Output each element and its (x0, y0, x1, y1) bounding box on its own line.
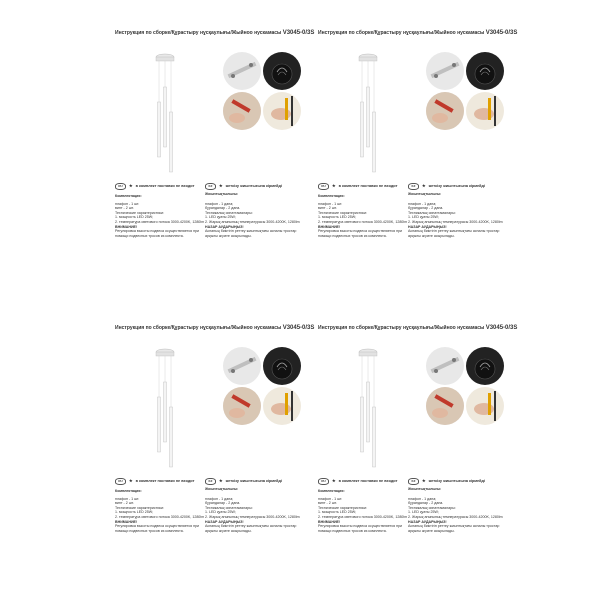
kz-section (408, 183, 508, 238)
ru-attention-text: Регулировка высоты подвеса осуществляется при помощи подвесных тросов из комплекта. (115, 524, 200, 533)
ru-package-label: Комплектация: (318, 489, 345, 493)
ru-package-item: винт - 2 шт. (115, 206, 134, 211)
kz-tech-label: Техникалық сипаттамалары: (205, 505, 253, 510)
kz-flag-badge: KZ (205, 183, 216, 190)
kz-attention-text: Аспаның биіктігін реттеу жиынтықтағы аспалы тростар арқылы жүзеге асырылады. (205, 524, 297, 533)
kz-section (408, 478, 508, 533)
step-photo-mounting-bar (426, 52, 464, 90)
kz-tech-item: 2. Жарық ағынының температурасы 3000-4200K, 1280lm (408, 219, 503, 224)
star-icon: ★ (332, 183, 336, 189)
star-icon: ★ (422, 478, 426, 484)
kz-package-label: Жиынтықтылығы: (205, 192, 239, 196)
kz-delivery-note: жеткізу жиынтығына кірмейді (225, 184, 282, 189)
kz-flag-badge: KZ (408, 478, 419, 485)
instruction-panel (115, 325, 315, 555)
instruction-panel (318, 325, 518, 555)
kz-delivery-note: жеткізу жиынтығына кірмейді (225, 479, 282, 484)
kz-package-item: плафон - 1 дана; (205, 201, 234, 206)
step-photo-mounting-bar (223, 347, 261, 385)
kz-package-item: бұрандалар - 2 дана. (205, 501, 241, 506)
step-photo-tightening (263, 387, 301, 425)
ru-package-item: плафон - 1 шт. (318, 201, 343, 206)
ru-package-label: Комплектация: (318, 194, 345, 198)
ru-tech-item: 2. температура светового потока 3000-4200K, 1280lm (318, 219, 408, 224)
kz-tech-label: Техникалық сипаттамалары: (408, 210, 456, 215)
ru-tech-label: Технические характеристики: (318, 505, 367, 510)
ru-delivery-note: в комплект поставки не входит (135, 479, 195, 484)
ru-tech-item: 1. мощность LED 25W; (318, 215, 357, 220)
kz-package-item: плафон - 1 дана; (408, 201, 437, 206)
ru-package-label: Комплектация: (115, 489, 142, 493)
ru-section (318, 478, 408, 533)
kz-tech-item: 2. Жарық ағынының температурасы 3000-4200K, 1280lm (205, 219, 300, 224)
lamp-illustration (348, 52, 388, 182)
ru-attention-text: Регулировка высоты подвеса осуществляется при помощи подвесных тросов из комплекта. (318, 524, 403, 533)
ru-package-item: плафон - 1 шт. (115, 496, 140, 501)
kz-package-label: Жиынтықтылығы: (205, 487, 239, 491)
ru-package-item: плафон - 1 шт. (115, 201, 140, 206)
kz-package-item: бұрандалар - 2 дана. (408, 501, 444, 506)
kz-flag-badge: KZ (205, 478, 216, 485)
kz-section (205, 478, 305, 533)
step-photo-tightening (466, 92, 504, 130)
kz-package-item: бұрандалар - 2 дана. (408, 206, 444, 211)
title-prefix: Инструкция по сборке/Құрастыру нұсқаулығы/Жыйноо нускамасы (115, 30, 282, 36)
ru-tech-item: 1. мощность LED 25W; (115, 510, 154, 515)
ru-section (115, 183, 205, 238)
kz-tech-label: Техникалық сипаттамалары: (205, 210, 253, 215)
kz-package-item: плафон - 1 дана; (205, 496, 234, 501)
ru-attention-label: ВНИМАНИЕ! (115, 519, 138, 524)
ru-attention-label: ВНИМАНИЕ! (318, 224, 341, 229)
ru-attention-text: Регулировка высоты подвеса осуществляется при помощи подвесных тросов из комплекта. (318, 229, 403, 238)
ru-package-item: винт - 2 шт. (318, 206, 337, 211)
kz-tech-item: 2. Жарық ағынының температурасы 3000-4200K, 1280lm (408, 514, 503, 519)
panel-title (318, 30, 518, 36)
ru-tech-item: 2. температура светового потока 3000-4200K, 1280lm (115, 514, 205, 519)
ru-section (115, 478, 205, 533)
step-photo-wiring (466, 347, 504, 385)
ru-tech-item: 1. мощность LED 25W; (318, 510, 357, 515)
ru-package-item: плафон - 1 шт. (318, 496, 343, 501)
kz-tech-item: 2. Жарық ағынының температурасы 3000-4200K, 1280lm (205, 514, 300, 519)
ru-tech-label: Технические характеристики: (115, 505, 164, 510)
lamp-illustration (145, 52, 185, 182)
kz-attention-label: НАЗАР АУДАРЫҢЫЗ! (408, 519, 447, 524)
ru-flag-badge: RU (115, 183, 126, 190)
ru-package-label: Комплектация: (115, 194, 142, 198)
step-photo-mounting-bar (223, 52, 261, 90)
kz-tech-item: 1. LED қуаты 25W; (205, 510, 236, 515)
kz-flag-badge: KZ (408, 183, 419, 190)
star-icon: ★ (332, 478, 336, 484)
ru-tech-label: Технические характеристики: (318, 210, 367, 215)
ru-section (318, 183, 408, 238)
ru-flag-badge: RU (318, 183, 329, 190)
lamp-illustration (145, 347, 185, 477)
step-photo-wiring (263, 52, 301, 90)
step-photo-wiring (263, 347, 301, 385)
kz-tech-item: 1. LED қуаты 25W; (408, 510, 439, 515)
kz-tech-label: Техникалық сипаттамалары: (408, 505, 456, 510)
ru-package-item: винт - 2 шт. (115, 501, 134, 506)
step-photo-wiring (466, 52, 504, 90)
star-icon: ★ (422, 183, 426, 189)
ru-flag-badge: RU (115, 478, 126, 485)
ru-tech-label: Технические характеристики: (115, 210, 164, 215)
kz-attention-label: НАЗАР АУДАРЫҢЫЗ! (408, 224, 447, 229)
step-photo-screwdriver (426, 387, 464, 425)
ru-delivery-note: в комплект поставки не входит (338, 479, 398, 484)
kz-attention-text: Аспаның биіктігін реттеу жиынтықтағы аспалы тростар арқылы жүзеге асырылады. (205, 229, 297, 238)
instruction-panel (318, 30, 518, 260)
panel-title (115, 30, 315, 36)
star-icon: ★ (129, 183, 133, 189)
kz-package-label: Жиынтықтылығы: (408, 487, 442, 491)
title-prefix: Инструкция по сборке/Құрастыру нұсқаулығы/Жыйноо нускамасы (318, 30, 485, 36)
ru-delivery-note: в комплект поставки не входит (135, 184, 195, 189)
step-photo-tightening (263, 92, 301, 130)
lamp-illustration (348, 347, 388, 477)
step-photo-tightening (466, 387, 504, 425)
kz-package-item: плафон - 1 дана; (408, 496, 437, 501)
ru-tech-item: 2. температура светового потока 3000-4200K, 1280lm (318, 514, 408, 519)
ru-tech-item: 1. мощность LED 25W; (115, 215, 154, 220)
step-photo-screwdriver (426, 92, 464, 130)
star-icon: ★ (219, 478, 223, 484)
ru-flag-badge: RU (318, 478, 329, 485)
model-number: V3045-0/3S (282, 30, 315, 36)
panel-title (115, 325, 315, 331)
step-photo-mounting-bar (426, 347, 464, 385)
kz-attention-text: Аспаның биіктігін реттеу жиынтықтағы аспалы тростар арқылы жүзеге асырылады. (408, 524, 500, 533)
kz-attention-label: НАЗАР АУДАРЫҢЫЗ! (205, 519, 244, 524)
ru-attention-label: ВНИМАНИЕ! (318, 519, 341, 524)
ru-delivery-note: в комплект поставки не входит (338, 184, 398, 189)
ru-attention-text: Регулировка высоты подвеса осуществляется при помощи подвесных тросов из комплекта. (115, 229, 200, 238)
ru-tech-item: 2. температура светового потока 3000-4200K, 1280lm (115, 219, 205, 224)
model-number: V3045-0/3S (485, 30, 518, 36)
title-prefix: Инструкция по сборке/Құрастыру нұсқаулығы/Жыйноо нускамасы (318, 325, 485, 331)
step-photo-screwdriver (223, 387, 261, 425)
ru-attention-label: ВНИМАНИЕ! (115, 224, 138, 229)
kz-package-label: Жиынтықтылығы: (408, 192, 442, 196)
kz-delivery-note: жеткізу жиынтығына кірмейді (428, 479, 485, 484)
kz-package-item: бұрандалар - 2 дана. (205, 206, 241, 211)
kz-attention-text: Аспаның биіктігін реттеу жиынтықтағы аспалы тростар арқылы жүзеге асырылады. (408, 229, 500, 238)
kz-tech-item: 1. LED қуаты 25W; (408, 215, 439, 220)
model-number: V3045-0/3S (485, 325, 518, 331)
star-icon: ★ (219, 183, 223, 189)
kz-delivery-note: жеткізу жиынтығына кірмейді (428, 184, 485, 189)
model-number: V3045-0/3S (282, 325, 315, 331)
panel-title (318, 325, 518, 331)
ru-package-item: винт - 2 шт. (318, 501, 337, 506)
step-photo-screwdriver (223, 92, 261, 130)
kz-attention-label: НАЗАР АУДАРЫҢЫЗ! (205, 224, 244, 229)
instruction-panel (115, 30, 315, 260)
kz-section (205, 183, 305, 238)
star-icon: ★ (129, 478, 133, 484)
title-prefix: Инструкция по сборке/Құрастыру нұсқаулығы/Жыйноо нускамасы (115, 325, 282, 331)
kz-tech-item: 1. LED қуаты 25W; (205, 215, 236, 220)
